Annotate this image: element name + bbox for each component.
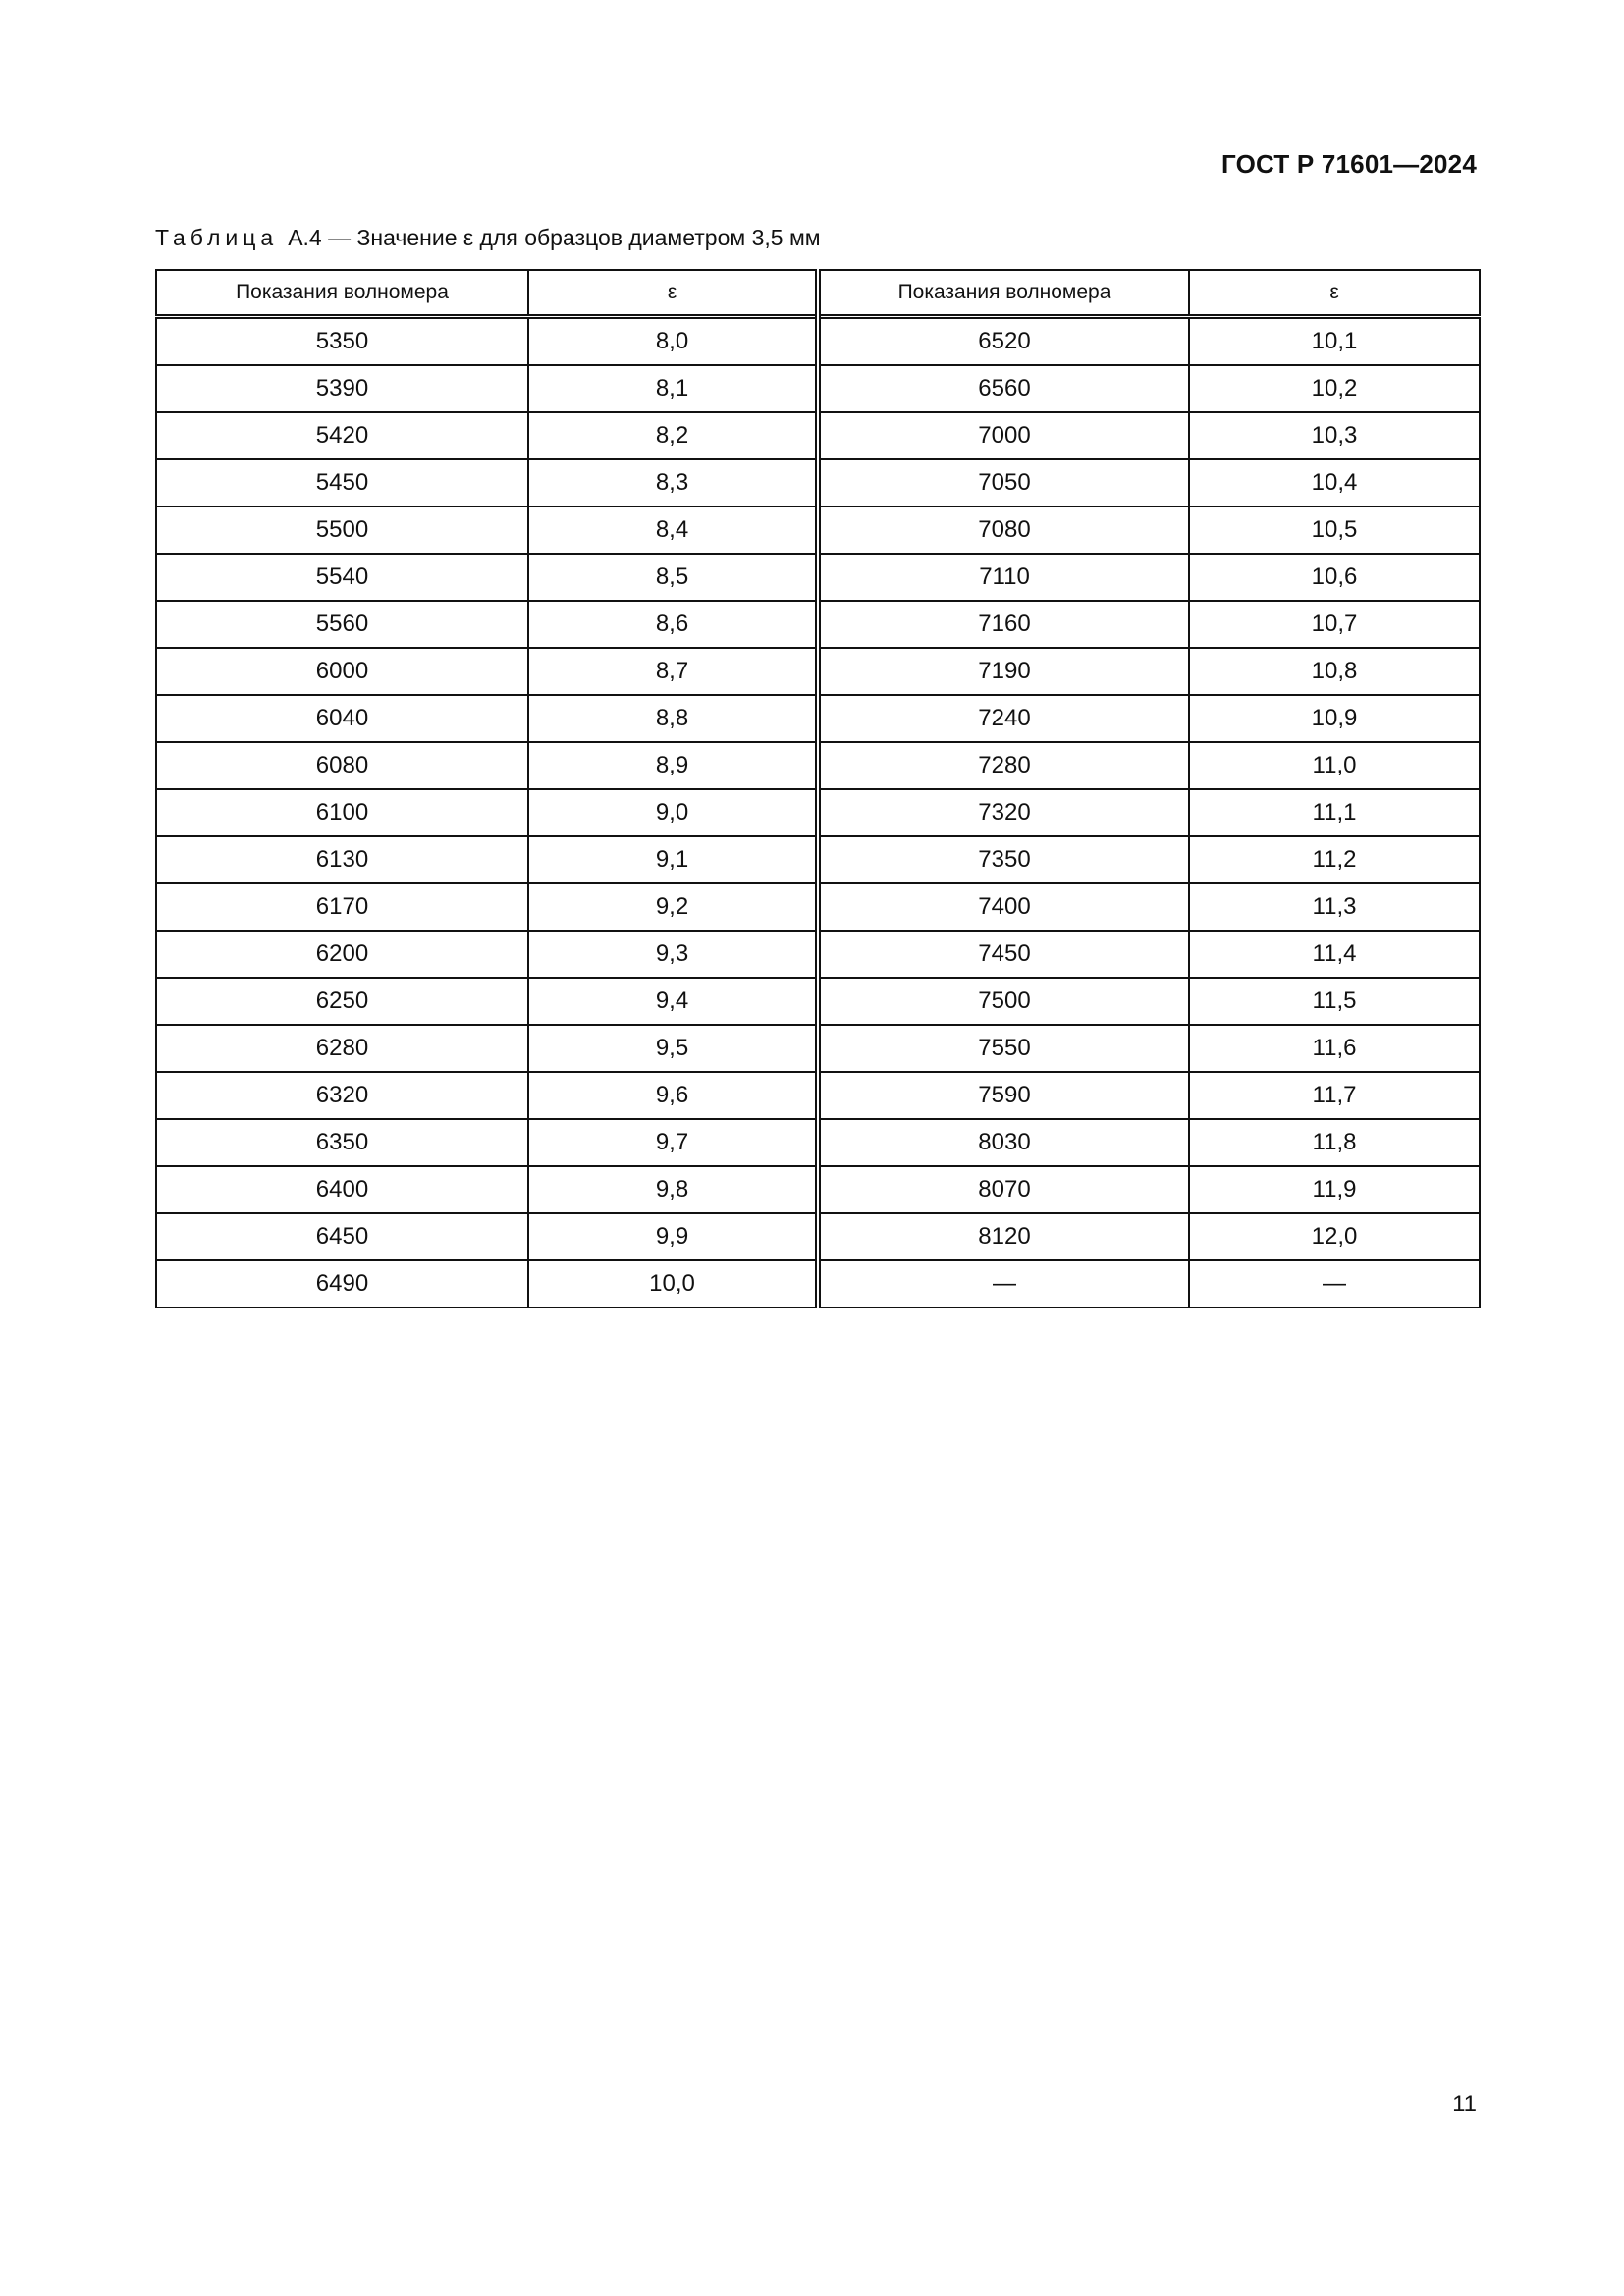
cell-wavemeter-reading: 7400 [818,883,1189,931]
cell-epsilon: 8,1 [528,365,818,412]
cell-wavemeter-reading: 6080 [156,742,528,789]
cell-wavemeter-reading: 7110 [818,554,1189,601]
cell-wavemeter-reading: 7500 [818,978,1189,1025]
cell-epsilon: 10,4 [1189,459,1480,507]
cell-epsilon: 9,2 [528,883,818,931]
cell-epsilon: 8,7 [528,648,818,695]
cell-wavemeter-reading: 7280 [818,742,1189,789]
cell-epsilon: 8,0 [528,317,818,366]
cell-wavemeter-reading: 6280 [156,1025,528,1072]
table-row [156,554,1480,601]
table-row [156,1072,1480,1119]
cell-wavemeter-reading: 5500 [156,507,528,554]
header-wavemeter-reading-left: Показания волномера [156,270,528,317]
table-header-row [156,270,1480,317]
table-row [156,317,1480,366]
cell-epsilon: 10,7 [1189,601,1480,648]
cell-epsilon: 11,4 [1189,931,1480,978]
cell-epsilon: 8,9 [528,742,818,789]
cell-wavemeter-reading: 6520 [818,317,1189,366]
cell-wavemeter-reading: 6490 [156,1260,528,1308]
table-row [156,365,1480,412]
page-number: 11 [1452,2091,1477,2117]
cell-wavemeter-reading: 7050 [818,459,1189,507]
cell-epsilon: 10,6 [1189,554,1480,601]
cell-wavemeter-reading: — [818,1260,1189,1308]
cell-epsilon: 9,7 [528,1119,818,1166]
table-row [156,789,1480,836]
cell-wavemeter-reading: 5560 [156,601,528,648]
cell-epsilon: 10,0 [528,1260,818,1308]
cell-wavemeter-reading: 6400 [156,1166,528,1213]
cell-wavemeter-reading: 7450 [818,931,1189,978]
cell-epsilon: 9,6 [528,1072,818,1119]
table-row [156,601,1480,648]
cell-wavemeter-reading: 5450 [156,459,528,507]
cell-wavemeter-reading: 6040 [156,695,528,742]
cell-wavemeter-reading: 8030 [818,1119,1189,1166]
cell-epsilon: 11,9 [1189,1166,1480,1213]
cell-epsilon: 10,1 [1189,317,1480,366]
cell-epsilon: 11,0 [1189,742,1480,789]
document-code: ГОСТ Р 71601—2024 [1221,149,1477,179]
table-row [156,412,1480,459]
table-row [156,931,1480,978]
table-caption-text: А.4 — Значение ε для образцов диаметром 3,5 мм [288,225,821,250]
cell-epsilon: 8,6 [528,601,818,648]
table-row [156,978,1480,1025]
header-epsilon-left: ε [528,270,818,317]
cell-wavemeter-reading: 5540 [156,554,528,601]
cell-epsilon: 11,3 [1189,883,1480,931]
cell-epsilon: 9,8 [528,1166,818,1213]
cell-epsilon: 8,2 [528,412,818,459]
cell-wavemeter-reading: 6170 [156,883,528,931]
cell-epsilon: 10,9 [1189,695,1480,742]
cell-epsilon: 9,0 [528,789,818,836]
cell-epsilon: 10,5 [1189,507,1480,554]
table-row [156,695,1480,742]
cell-wavemeter-reading: 7190 [818,648,1189,695]
cell-wavemeter-reading: 7000 [818,412,1189,459]
cell-epsilon: 8,4 [528,507,818,554]
cell-wavemeter-reading: 5390 [156,365,528,412]
table-row [156,459,1480,507]
table-row [156,648,1480,695]
cell-wavemeter-reading: 7240 [818,695,1189,742]
table-row [156,836,1480,883]
cell-wavemeter-reading: 6560 [818,365,1189,412]
cell-epsilon: 11,1 [1189,789,1480,836]
table-caption [155,225,821,251]
table-body [156,317,1480,1308]
cell-wavemeter-reading: 6130 [156,836,528,883]
table-row [156,507,1480,554]
cell-epsilon: 11,2 [1189,836,1480,883]
header-wavemeter-reading-right: Показания волномера [818,270,1189,317]
cell-wavemeter-reading: 6100 [156,789,528,836]
header-epsilon-right: ε [1189,270,1480,317]
cell-wavemeter-reading: 6250 [156,978,528,1025]
table-row [156,1213,1480,1260]
table-row [156,883,1480,931]
cell-epsilon: 8,3 [528,459,818,507]
table-row [156,742,1480,789]
cell-wavemeter-reading: 5420 [156,412,528,459]
cell-wavemeter-reading: 6450 [156,1213,528,1260]
table-row [156,1166,1480,1213]
cell-wavemeter-reading: 7550 [818,1025,1189,1072]
cell-wavemeter-reading: 8070 [818,1166,1189,1213]
cell-epsilon: 10,8 [1189,648,1480,695]
cell-wavemeter-reading: 5350 [156,317,528,366]
cell-wavemeter-reading: 7320 [818,789,1189,836]
cell-epsilon: 8,8 [528,695,818,742]
cell-epsilon: 9,4 [528,978,818,1025]
cell-epsilon: 9,5 [528,1025,818,1072]
cell-wavemeter-reading: 7160 [818,601,1189,648]
cell-epsilon: 11,8 [1189,1119,1480,1166]
cell-wavemeter-reading: 7080 [818,507,1189,554]
cell-epsilon: 10,2 [1189,365,1480,412]
cell-epsilon: 10,3 [1189,412,1480,459]
table-row [156,1260,1480,1308]
table-row [156,1119,1480,1166]
cell-epsilon: 9,1 [528,836,818,883]
cell-wavemeter-reading: 8120 [818,1213,1189,1260]
cell-epsilon: 12,0 [1189,1213,1480,1260]
cell-wavemeter-reading: 7350 [818,836,1189,883]
cell-epsilon: 8,5 [528,554,818,601]
cell-epsilon: — [1189,1260,1480,1308]
cell-wavemeter-reading: 6000 [156,648,528,695]
cell-epsilon: 11,5 [1189,978,1480,1025]
cell-epsilon: 11,6 [1189,1025,1480,1072]
cell-wavemeter-reading: 6320 [156,1072,528,1119]
cell-epsilon: 9,3 [528,931,818,978]
table-row [156,1025,1480,1072]
cell-wavemeter-reading: 6350 [156,1119,528,1166]
cell-wavemeter-reading: 7590 [818,1072,1189,1119]
table-caption-label: Таблица [155,225,279,250]
cell-epsilon: 11,7 [1189,1072,1480,1119]
cell-epsilon: 9,9 [528,1213,818,1260]
cell-wavemeter-reading: 6200 [156,931,528,978]
epsilon-table [155,269,1481,1308]
